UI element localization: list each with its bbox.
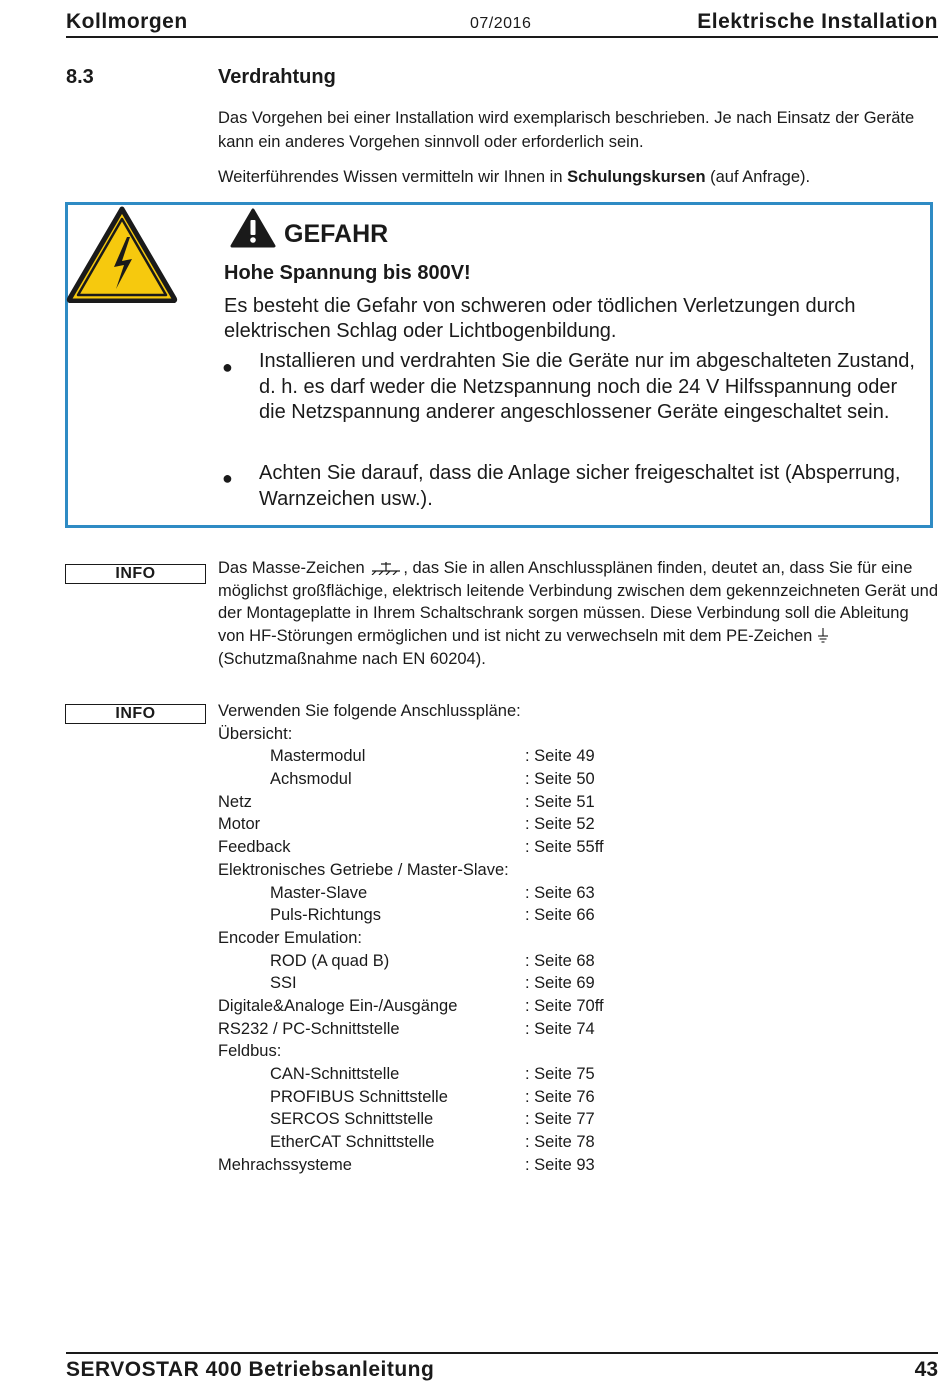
list-item-page-ref: : Seite 52 bbox=[525, 815, 595, 834]
list-item-label: Puls-Richtungs bbox=[270, 906, 381, 925]
list-item-label: Elektronisches Getriebe / Master-Slave: bbox=[218, 860, 509, 879]
list-item bbox=[218, 723, 818, 746]
list-item-label: EtherCAT Schnittstelle bbox=[270, 1133, 435, 1152]
list-item-label: Übersicht: bbox=[218, 724, 293, 743]
header-date: 07/2016 bbox=[470, 15, 532, 32]
info-text-1 bbox=[218, 557, 938, 671]
danger-text: Es besteht die Gefahr von schweren oder tödlichen Verletzungen durch elektrischen Schlag oder Lichtbogenbildung. bbox=[224, 295, 856, 342]
list-item-page-ref: : Seite 63 bbox=[525, 883, 595, 902]
list-item-page-ref: : Seite 77 bbox=[525, 1110, 595, 1129]
list-item bbox=[218, 859, 818, 882]
list-item bbox=[218, 836, 818, 859]
training-link-text: Schulungskursen bbox=[567, 168, 706, 186]
pe-earth-icon bbox=[817, 627, 829, 643]
danger-subheading: Hohe Spannung bis 800V! bbox=[224, 262, 471, 284]
exclamation-triangle-icon bbox=[230, 208, 276, 248]
section-title: Verdrahtung bbox=[218, 66, 336, 88]
list-item-page-ref: : Seite 50 bbox=[525, 770, 595, 789]
list-item-label: SSI bbox=[270, 974, 297, 993]
list-item bbox=[218, 904, 818, 927]
list-item bbox=[218, 1040, 818, 1063]
list-item-label: CAN-Schnittstelle bbox=[270, 1065, 400, 1083]
list-item bbox=[218, 972, 818, 995]
info2-intro: Verwenden Sie folgende Anschlusspläne: bbox=[218, 702, 521, 720]
danger-bullet-2: Achten Sie darauf, dass die Anlage sicher freigeschaltet ist (Absperrung, Warnzeichen usw.). bbox=[259, 462, 901, 510]
danger-heading bbox=[230, 208, 388, 248]
list-item-label: Motor bbox=[218, 815, 261, 834]
list-item-label: Encoder Emulation: bbox=[218, 928, 362, 947]
list-item bbox=[218, 1154, 818, 1177]
list-item bbox=[218, 927, 818, 950]
list-item bbox=[218, 1131, 818, 1154]
list-item-label: Netz bbox=[218, 792, 252, 811]
list-item-page-ref: : Seite 93 bbox=[525, 1155, 595, 1174]
list-item-page-ref: : Seite 70ff bbox=[525, 996, 604, 1015]
footer-rule bbox=[66, 1352, 938, 1354]
list-item bbox=[218, 1018, 818, 1041]
header-rule bbox=[66, 36, 938, 38]
connection-diagram-list bbox=[218, 723, 818, 1177]
list-item-label: PROFIBUS Schnittstelle bbox=[270, 1087, 448, 1106]
list-item-label: Mastermodul bbox=[270, 747, 366, 766]
list-item bbox=[218, 995, 818, 1018]
list-item bbox=[218, 950, 818, 973]
training-text-after: (auf Anfrage). bbox=[705, 168, 811, 186]
list-item-label: SERCOS Schnittstelle bbox=[270, 1110, 434, 1129]
list-item bbox=[218, 813, 818, 836]
bullet-icon: ● bbox=[222, 468, 233, 488]
header-chapter: Elektrische Installation bbox=[697, 10, 938, 33]
info-label-1: INFO bbox=[65, 564, 206, 584]
list-item bbox=[218, 768, 818, 791]
list-item bbox=[218, 1108, 818, 1131]
list-item-label: RS232 / PC-Schnittstelle bbox=[218, 1019, 400, 1038]
list-item-page-ref: : Seite 49 bbox=[525, 747, 595, 766]
list-item-label: Digitale&Analoge Ein-/Ausgänge bbox=[218, 996, 458, 1015]
high-voltage-warning-icon bbox=[66, 205, 178, 303]
list-item-label: Master-Slave bbox=[270, 883, 368, 902]
list-item-page-ref: : Seite 69 bbox=[525, 974, 595, 993]
list-item-page-ref: : Seite 68 bbox=[525, 951, 595, 970]
list-item-page-ref: : Seite 75 bbox=[525, 1065, 595, 1083]
info1-text-end: (Schutzmaßnahme nach EN 60204). bbox=[218, 649, 486, 668]
list-item bbox=[218, 1063, 818, 1086]
list-item-label: Feedback bbox=[218, 838, 291, 857]
info1-text-before: Das Masse-Zeichen bbox=[218, 559, 370, 577]
list-item-page-ref: : Seite 76 bbox=[525, 1087, 595, 1106]
bullet-icon: ● bbox=[222, 357, 233, 377]
list-item-label: Achsmodul bbox=[270, 770, 352, 789]
footer-title: SERVOSTAR 400 Betriebsanleitung bbox=[66, 1358, 435, 1381]
section-number: 8.3 bbox=[66, 66, 94, 88]
danger-heading-text: GEFAHR bbox=[284, 220, 389, 248]
list-item-label: ROD (A quad B) bbox=[270, 951, 390, 970]
list-item-page-ref: : Seite 66 bbox=[525, 906, 595, 925]
info-label-2: INFO bbox=[65, 704, 206, 724]
list-item-page-ref: : Seite 74 bbox=[525, 1019, 595, 1038]
danger-bullet-1: Installieren und verdrahten Sie die Geräte nur im abgeschalteten Zustand, d. h. es darf weder die Netzspannung noch die 24 V Hilfsspannung oder die Netzspannung anderer angeschlossener Geräte eingeschaltet sein. bbox=[259, 350, 915, 423]
list-item-page-ref: : Seite 51 bbox=[525, 792, 595, 811]
page-number: 43 bbox=[914, 1358, 938, 1381]
chassis-ground-icon bbox=[369, 559, 403, 575]
intro-paragraph: Das Vorgehen bei einer Installation wird exemplarisch beschrieben. Je nach Einsatz der Geräte kann ein anderes Vorgehen sinnvoll oder erforderlich sein. bbox=[218, 109, 915, 151]
list-item-label: Feldbus: bbox=[218, 1042, 282, 1061]
list-item bbox=[218, 745, 818, 768]
info1-text-after: , das Sie in allen Anschlussplänen finden, deutet an, dass Sie für eine möglichst großflächige, elektrisch leitende Verbindung zwischen dem gekennzeichneten Gerät und der Montageplatte in Ihrem Schaltschrank sorgen müssen. Diese Verbindung soll die Ableitung von HF-Störungen ermöglichen und ist nicht zu verwechseln mit dem PE-Zeichen bbox=[218, 559, 939, 646]
list-item bbox=[218, 882, 818, 905]
list-item bbox=[218, 791, 818, 814]
training-text-before: Weiterführendes Wissen vermitteln wir Ihnen in bbox=[218, 168, 568, 186]
list-item-page-ref: : Seite 55ff bbox=[525, 838, 604, 857]
header-manufacturer: Kollmorgen bbox=[66, 10, 188, 33]
training-paragraph bbox=[218, 165, 933, 189]
list-item-page-ref: : Seite 78 bbox=[525, 1133, 595, 1152]
list-item-label: Mehrachssysteme bbox=[218, 1155, 352, 1174]
list-item bbox=[218, 1086, 818, 1109]
